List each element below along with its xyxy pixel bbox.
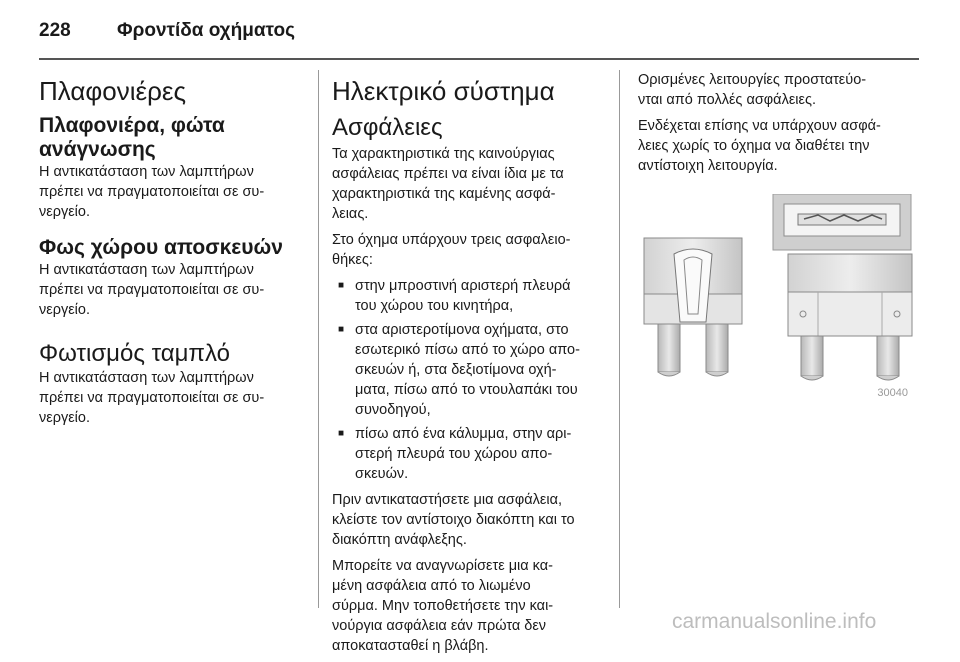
list-item: ■ στα αριστεροτίμονα οχήματα, στο εσωτερικό πίσω από το χώρο απο- σκευών ή, στα δεξιοτίμονα οχή- ματα, πίσω από το ντουλαπάκι του συνοδηγού,	[332, 320, 604, 420]
heading-reading-lights: Πλαφονιέρα, φώτα ανάγνωσης	[39, 114, 225, 161]
text-unused-fuses: Ενδέχεται επίσης να υπάρχουν ασφά- λειες χωρίς το όχημα να διαθέτει την αντίστοιχη λειτουργία.	[638, 118, 881, 174]
watermark: carmanualsonline.info	[672, 610, 877, 633]
list-item: ■ πίσω από ένα κάλυμμα, στην αρι- στερή πλευρά του χώρου απο- σκευών.	[332, 424, 604, 484]
text-dashboard-lighting: Η αντικατάσταση των λαμπτήρων πρέπει να πραγματοποιείται σε συ- νεργείο.	[39, 370, 265, 426]
fuse-drawing-icon	[638, 194, 914, 400]
column-electrical-system	[332, 70, 604, 662]
page-number: 228	[39, 20, 71, 41]
column-divider-right	[619, 70, 620, 608]
column-fuses-continued	[638, 70, 923, 400]
heading-luggage-light: Φως χώρου αποσκευών	[39, 236, 283, 259]
text-reading-lights: Η αντικατάσταση των λαμπτήρων πρέπει να πραγματοποιείται σε συ- νεργείο.	[39, 164, 265, 220]
fuse-box-locations-list	[332, 276, 604, 484]
text-fuse-boxes: Στο όχημα υπάρχουν τρεις ασφαλειο- θήκες:	[332, 232, 571, 268]
section-title-interior-lights: Πλαφονιέρες	[39, 76, 187, 106]
column-divider-left	[318, 70, 319, 608]
text-fuse-specs: Τα χαρακτηριστικά της καινούργιας ασφάλειας πρέπει να είναι ίδια με τα χαρακτηριστικά της καμένης ασφά- λειας.	[332, 146, 564, 222]
header-rule	[39, 58, 919, 60]
text-before-replacing: Πριν αντικαταστήσετε μια ασφάλεια, κλείστε τον αντίστοιχο διακόπτη και το διακόπτη ανάφλεξης.	[332, 492, 575, 548]
column-interior-lights	[39, 70, 307, 428]
text-blown-fuse: Μπορείτε να αναγνωρίσετε μια κα- μένη ασφάλεια από το λιωμένο σύρμα. Μην τοποθετήσετε την και- νούργια ασφάλεια εάν πρώτα δεν αποκατασταθεί η βλάβη.	[332, 558, 554, 654]
fuse-illustration	[638, 194, 914, 400]
text-multiple-fuses: Ορισμένες λειτουργίες προστατεύο- νται από πολλές ασφάλειες.	[638, 72, 867, 108]
section-title-electrical: Ηλεκτρικό σύστημα	[332, 76, 555, 106]
page-header	[39, 20, 295, 42]
heading-fuses: Ασφάλειες	[332, 114, 443, 141]
list-item: ■ στην μπροστινή αριστερή πλευρά του χώρου του κινητήρα,	[332, 276, 604, 316]
heading-dashboard-lighting: Φωτισμός ταμπλό	[39, 340, 230, 367]
figure-code: 30040	[877, 387, 908, 399]
text-luggage-light: Η αντικατάσταση των λαμπτήρων πρέπει να πραγματοποιείται σε συ- νεργείο.	[39, 262, 265, 318]
chapter-title: Φροντίδα οχήματος	[117, 20, 295, 41]
